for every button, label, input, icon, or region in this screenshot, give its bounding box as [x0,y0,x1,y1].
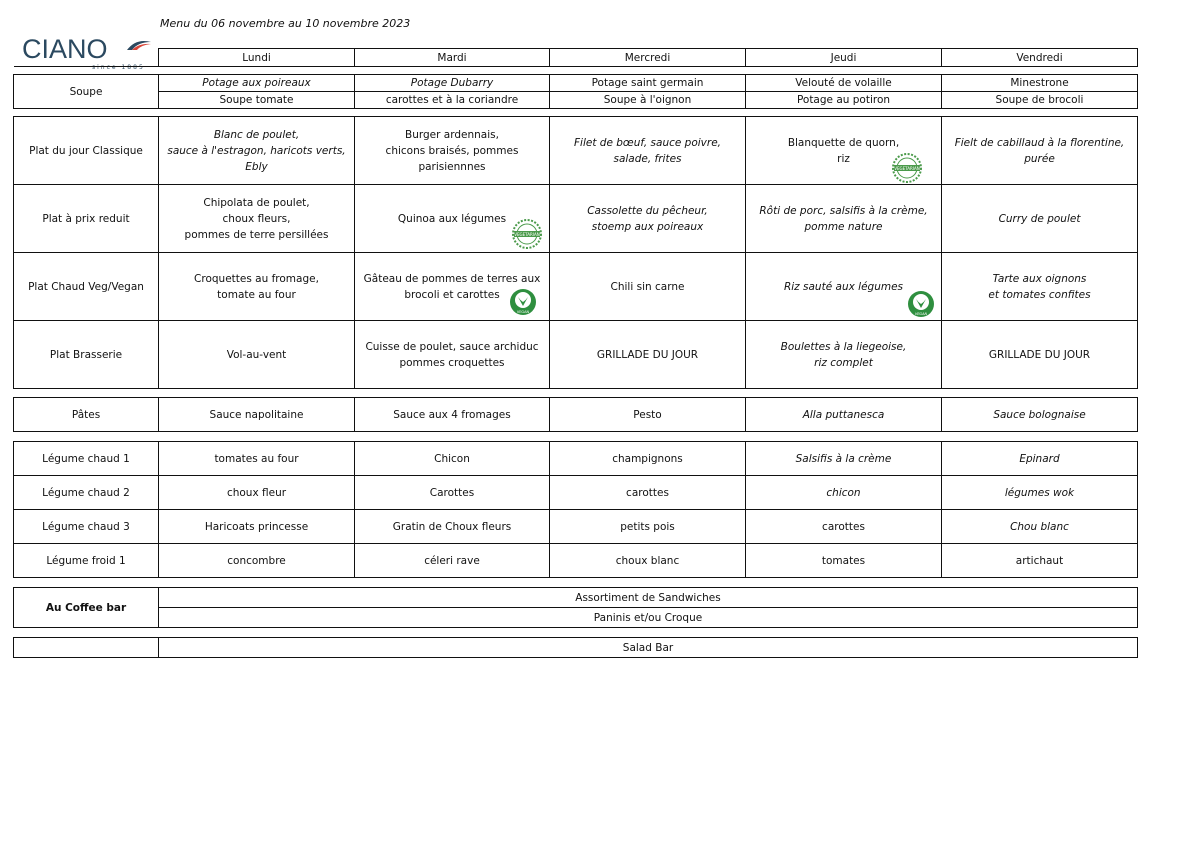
days-soup-table [13,48,1138,109]
legumes-table [13,441,1138,578]
veg-cell: artichaut [942,544,1138,578]
row-label-legume: Légume froid 1 [14,544,159,578]
veg-cell: choux blanc [550,544,746,578]
veg-cell: Epinard [942,442,1138,476]
svg-text:VEGETARIAN: VEGETARIAN [514,232,540,237]
veg-cell: Chou blanc [942,510,1138,544]
dish-cell: Blanquette de quorn, riz VEGETARIAN [746,117,942,185]
row-label-plat-veg: Plat Chaud Veg/Vegan [14,253,159,321]
page-title: Menu du 06 novembre au 10 novembre 2023 [160,17,411,30]
pasta-cell: Sauce aux 4 fromages [355,398,550,432]
dish-cell: Quinoa aux légumes VEGETARIAN [355,185,550,253]
soup-cell: Potage Dubarry [355,75,550,92]
soup-cell: Velouté de volaille [746,75,942,92]
vegetarian-stamp-icon [891,152,923,184]
dish-cell: Boulettes à la liegeoise, riz complet [746,321,942,389]
veg-cell: Gratin de Choux fleurs [355,510,550,544]
dish-cell: Cuisse de poulet, sauce archiduc pommes croquettes [355,321,550,389]
vegan-badge-icon [907,290,935,318]
veg-cell: carottes [746,510,942,544]
dish-cell: Chipolata de poulet, choux fleurs, pommes de terre persillées [159,185,355,253]
row-label-pates: Pâtes [14,398,159,432]
corner-cell [14,49,159,67]
logo-text: CIANO [22,34,108,64]
dish-cell: Curry de poulet [942,185,1138,253]
veg-cell: petits pois [550,510,746,544]
veg-cell: tomates [746,544,942,578]
day-header: Lundi [159,49,355,67]
pasta-cell: Pesto [550,398,746,432]
dish-cell: Burger ardennais, chicons braisés, pommes parisiennnes [355,117,550,185]
row-label-coffee-bar: Au Coffee bar [14,588,159,628]
dish-cell: Croquettes au fromage, tomate au four [159,253,355,321]
dish-cell: Blanc de poulet, sauce à l'estragon, haricots verts, Ebly [159,117,355,185]
row-label-plat-brasserie: Plat Brasserie [14,321,159,389]
dish-cell: Rôti de porc, salsifis à la crème, pomme nature [746,185,942,253]
dish-cell: Fielt de cabillaud à la florentine, purée [942,117,1138,185]
svg-text:VEGAN: VEGAN [516,310,530,314]
veg-cell: champignons [550,442,746,476]
dish-cell: Chili sin carne [550,253,746,321]
pasta-cell: Sauce napolitaine [159,398,355,432]
veg-cell: céleri rave [355,544,550,578]
dish-cell: Filet de bœuf, sauce poivre, salade, frites [550,117,746,185]
pates-table [13,397,1138,432]
veg-cell: Haricoats princesse [159,510,355,544]
soup-cell: Potage au potiron [746,92,942,109]
veg-cell: tomates au four [159,442,355,476]
plats-table [13,116,1138,389]
vegetarian-stamp-icon [511,218,543,250]
dish-cell: Vol-au-vent [159,321,355,389]
soup-cell: Potage aux poireaux [159,75,355,92]
veg-cell: concombre [159,544,355,578]
day-header: Jeudi [746,49,942,67]
pasta-cell: Sauce bolognaise [942,398,1138,432]
svg-text:VEGETARIAN: VEGETARIAN [894,166,920,171]
veg-cell: chicon [746,476,942,510]
veg-cell: Chicon [355,442,550,476]
coffee-bar-cell: Paninis et/ou Croque [159,608,1138,628]
coffee-bar-table [13,587,1138,628]
row-label-plat-classique: Plat du jour Classique [14,117,159,185]
dish-cell: Cassolette du pêcheur, stoemp aux poireaux [550,185,746,253]
row-label-legume: Légume chaud 2 [14,476,159,510]
dish-cell: Tarte aux oignons et tomates confites [942,253,1138,321]
svg-text:VEGAN: VEGAN [914,312,928,316]
row-label-salad-bar [14,638,159,658]
salad-bar-table [13,637,1138,658]
spacer [14,67,1138,75]
veg-cell: légumes wok [942,476,1138,510]
row-label-legume: Légume chaud 3 [14,510,159,544]
soup-cell: Soupe de brocoli [942,92,1138,109]
dish-cell: Riz sauté aux légumes VEGAN [746,253,942,321]
day-header: Vendredi [942,49,1138,67]
veg-cell: carottes [550,476,746,510]
dish-cell: GRILLADE DU JOUR [550,321,746,389]
dish-cell: GRILLADE DU JOUR [942,321,1138,389]
soup-cell: carottes et à la coriandre [355,92,550,109]
veg-cell: Salsifis à la crème [746,442,942,476]
pasta-cell: Alla puttanesca [746,398,942,432]
day-header: Mercredi [550,49,746,67]
logo-since: since 1885 [92,64,145,71]
soup-cell: Soupe tomate [159,92,355,109]
row-label-legume: Légume chaud 1 [14,442,159,476]
row-label-soupe: Soupe [14,75,159,109]
row-label-plat-prix-reduit: Plat à prix reduit [14,185,159,253]
soup-cell: Potage saint germain [550,75,746,92]
soup-cell: Soupe à l'oignon [550,92,746,109]
soup-cell: Minestrone [942,75,1138,92]
veg-cell: choux fleur [159,476,355,510]
salad-bar-cell: Salad Bar [159,638,1138,658]
dish-cell: Gâteau de pommes de terres aux brocoli et carottes VEGAN [355,253,550,321]
day-header: Mardi [355,49,550,67]
vegan-badge-icon [509,288,537,316]
coffee-bar-cell: Assortiment de Sandwiches [159,588,1138,608]
veg-cell: Carottes [355,476,550,510]
